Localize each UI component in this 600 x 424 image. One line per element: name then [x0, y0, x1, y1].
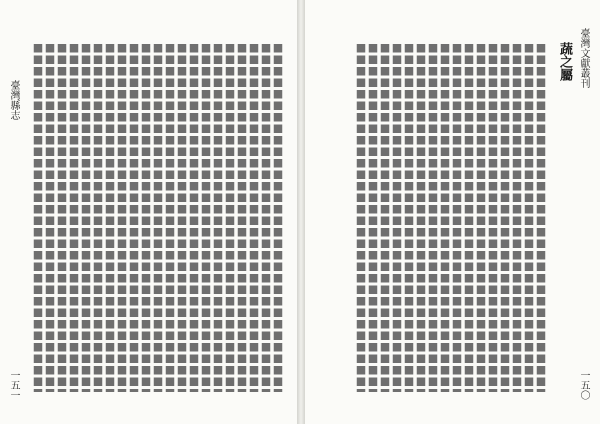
left-page-number: 一五一 [8, 370, 19, 400]
right-page [305, 0, 600, 424]
left-page-text-columns [0, 0, 297, 424]
right-running-head: 臺灣文獻叢刊 [578, 28, 589, 88]
right-page-text-columns [305, 0, 600, 424]
left-page [0, 0, 297, 424]
section-heading: 蔬之屬 [557, 42, 572, 81]
center-gutter [297, 0, 305, 424]
right-page-number: 一五〇 [578, 370, 589, 400]
left-running-head: 臺灣縣志 [8, 80, 19, 120]
